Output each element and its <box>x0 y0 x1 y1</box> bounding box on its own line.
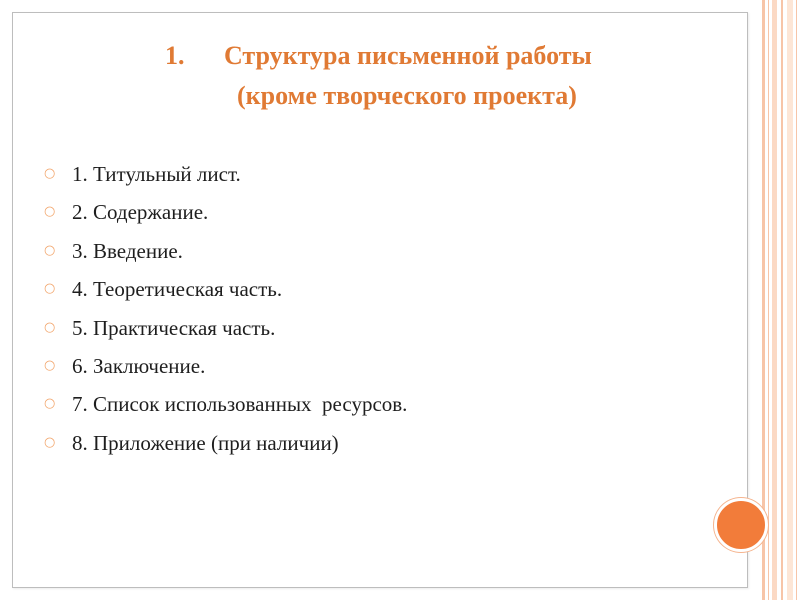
list-item-text: 7. Список использованных ресурсов. <box>72 392 408 417</box>
title-number: 1. <box>165 41 185 70</box>
list-item-text: 2. Содержание. <box>72 200 209 225</box>
decorative-stripe <box>787 0 793 600</box>
bullet-icon: ○ <box>44 357 56 373</box>
list-item-text: 8. Приложение (при наличии) <box>72 430 339 455</box>
list-item-text: 1. Титульный лист. <box>72 162 241 186</box>
bullet-icon: ○ <box>44 204 56 220</box>
bullet-icon: ○ <box>44 166 56 181</box>
decorative-stripe <box>781 0 783 600</box>
bullet-icon: ○ <box>44 434 56 450</box>
title-line-1: Структура письменной работы <box>224 41 592 70</box>
list-item-text: 3. Введение. <box>72 238 183 263</box>
bullet-icon: ○ <box>44 281 56 297</box>
title-line-2: (кроме творческого проекта) <box>237 81 577 110</box>
bullet-icon: ○ <box>44 396 56 412</box>
decorative-stripe <box>796 0 797 600</box>
bullet-icon: ○ <box>44 319 56 335</box>
list-item-text: 4. Теоретическая часть. <box>72 277 283 302</box>
list-item-text: 5. Практическая часть. <box>72 315 276 340</box>
decorative-stripe <box>772 0 777 600</box>
bullet-icon: ○ <box>44 242 56 258</box>
list-item-text: 6. Заключение. <box>72 353 206 378</box>
accent-circle <box>714 498 768 552</box>
decorative-stripe <box>768 0 769 600</box>
